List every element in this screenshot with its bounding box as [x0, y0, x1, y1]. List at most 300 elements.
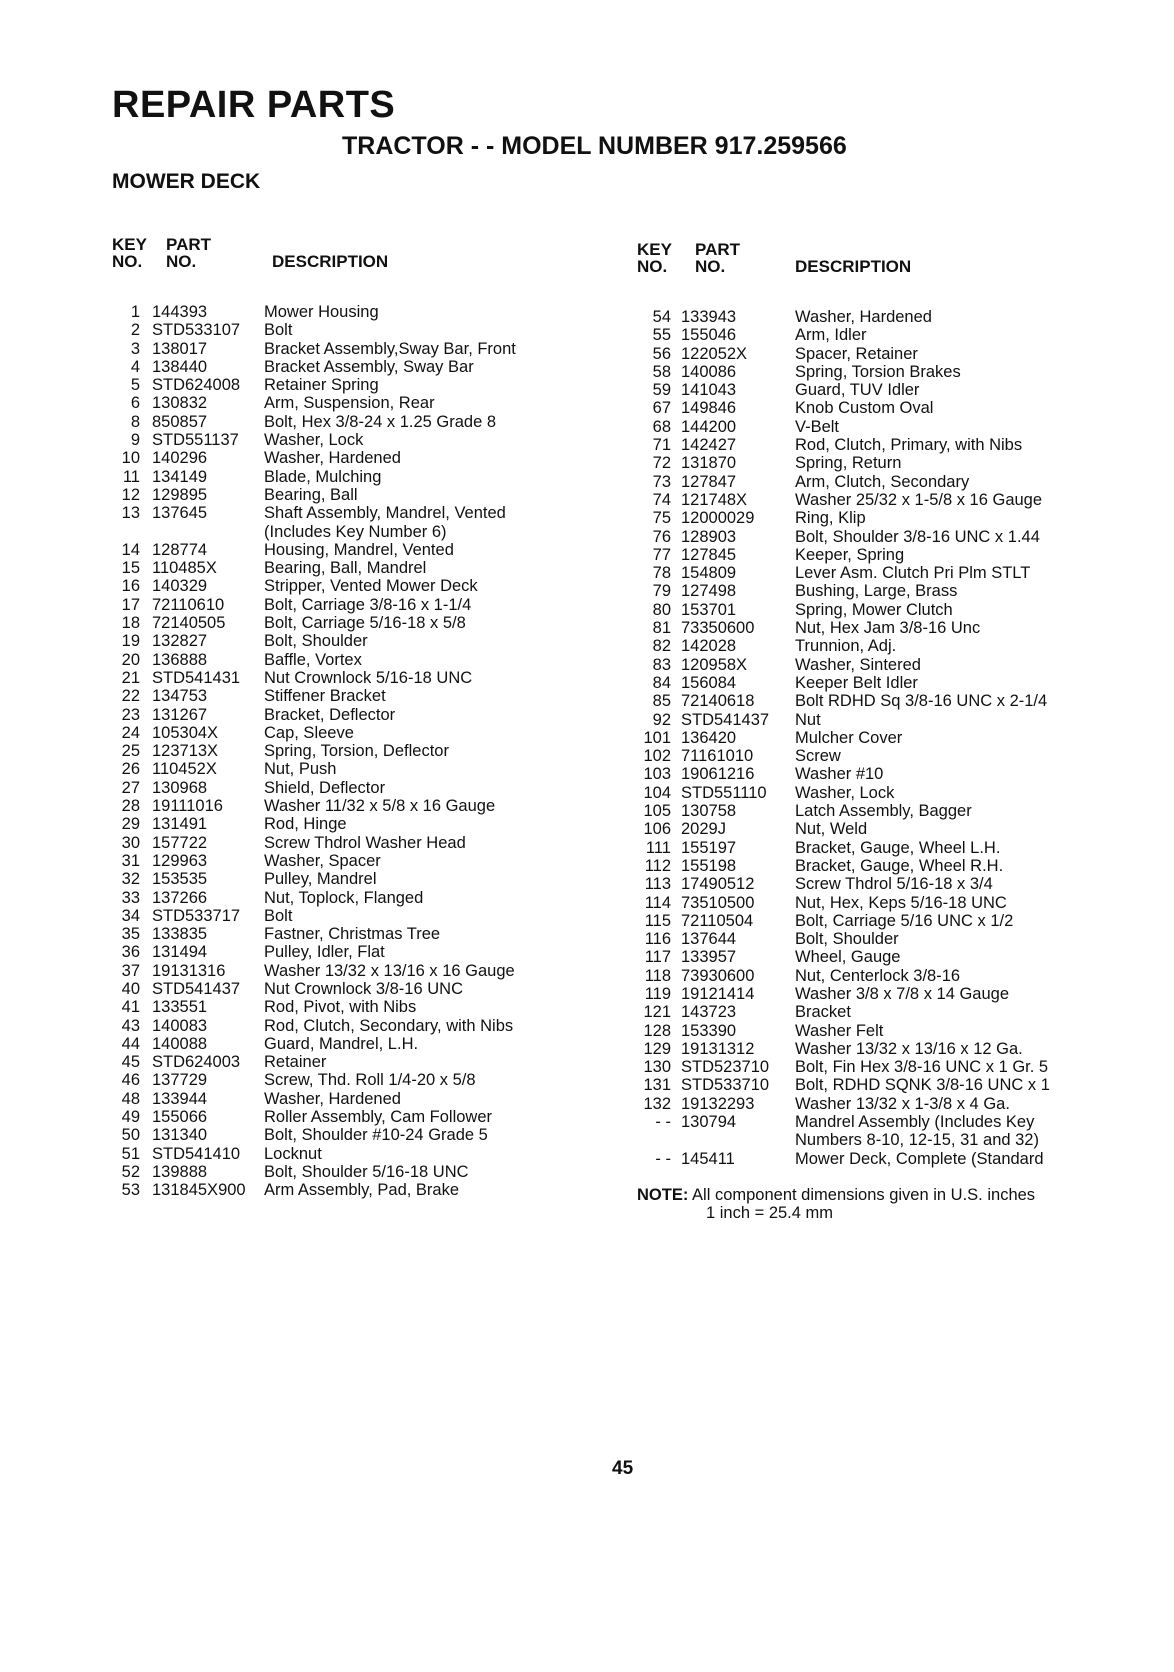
part-number: 142427 [681, 436, 737, 455]
part-number: STD533710 [681, 1076, 770, 1095]
part-description: (Includes Key Number 6) [264, 522, 447, 541]
key-number: 72 [652, 454, 671, 473]
table-row [110, 358, 580, 376]
part-description: Screw Thdrol 5/16-18 x 3/4 [795, 875, 993, 894]
parts-table-right [637, 241, 1117, 1222]
description-header: DESCRIPTION [795, 257, 912, 276]
table-row [110, 779, 580, 797]
key-number: 79 [652, 582, 671, 601]
key-number: 1 [130, 303, 140, 321]
part-number: 72140505 [152, 614, 226, 633]
part-number: STD551110 [681, 783, 767, 802]
table-row [637, 491, 1117, 509]
part-number: 134753 [152, 687, 208, 706]
key-number: 28 [121, 797, 140, 816]
key-number: 112 [644, 856, 671, 875]
part-number: 133957 [681, 948, 737, 967]
table-row [110, 1181, 580, 1199]
part-description: Washer, Hardened [264, 449, 401, 468]
key-number: 116 [644, 930, 671, 949]
table-row [637, 1058, 1117, 1076]
part-description: Washer #10 [795, 765, 884, 784]
part-description: Trunnion, Adj. [795, 637, 897, 656]
part-number: 137266 [152, 888, 208, 907]
model-number-heading: TRACTOR - - MODEL NUMBER 917.259566 [342, 132, 847, 160]
key-number: 20 [121, 650, 140, 669]
table-row [637, 912, 1117, 930]
key-number: 84 [652, 673, 671, 692]
part-description: Nut, Push [264, 760, 337, 779]
part-description: Shield, Deflector [264, 778, 386, 797]
key-number: 24 [121, 723, 140, 742]
table-row [637, 363, 1117, 381]
part-description: Numbers 8-10, 12-15, 31 and 32) [795, 1131, 1039, 1150]
key-number: 16 [121, 577, 140, 596]
part-description: Bracket, Deflector [264, 705, 396, 724]
part-number: 132827 [152, 632, 208, 651]
key-number: 11 [122, 467, 140, 486]
part-number: 129963 [152, 851, 208, 870]
key-number: 17 [121, 595, 140, 614]
table-row [110, 1145, 580, 1163]
part-description: Bolt RDHD Sq 3/8-16 UNC x 2-1/4 [795, 692, 1048, 711]
key-number: 103 [643, 765, 671, 784]
key-number: 76 [652, 527, 671, 546]
part-number: 130794 [681, 1113, 737, 1132]
section-heading: MOWER DECK [112, 170, 261, 193]
table-row [110, 632, 580, 650]
part-number: STD541431 [152, 668, 241, 687]
part-number: 19132293 [681, 1094, 755, 1113]
table-row [637, 674, 1117, 692]
part-description: Washer, Hardened [264, 1089, 401, 1108]
table-row [637, 399, 1117, 417]
part-description: Housing, Mandrel, Vented [264, 540, 454, 559]
table-row [110, 907, 580, 925]
table-row [637, 454, 1117, 472]
table-row [110, 303, 580, 321]
part-number: 110485X [152, 559, 217, 578]
part-number: 73930600 [681, 966, 755, 985]
part-description: Ring, Klip [795, 509, 866, 528]
table-row [110, 541, 580, 559]
part-number: 73510500 [681, 893, 755, 912]
key-number: 82 [652, 637, 671, 656]
key-number: 118 [644, 966, 671, 985]
key-number: 85 [652, 692, 671, 711]
part-description: Keeper, Spring [795, 545, 905, 564]
key-number: 130 [643, 1058, 671, 1077]
table-row [637, 784, 1117, 802]
table-row [110, 925, 580, 943]
part-number: 136888 [152, 650, 208, 669]
key-number: 92 [652, 710, 671, 729]
parts-table-left [110, 236, 580, 1200]
key-number: 115 [644, 911, 671, 930]
key-number: 74 [652, 490, 671, 509]
key-number: 45 [121, 1053, 140, 1072]
part-description: Screw, Thd. Roll 1/4-20 x 5/8 [264, 1071, 476, 1090]
table-row [637, 985, 1117, 1003]
key-number: 59 [652, 381, 671, 400]
part-number: 133551 [152, 998, 208, 1017]
part-description: Nut [795, 710, 821, 729]
part-description: Arm Assembly, Pad, Brake [264, 1181, 460, 1200]
part-number: STD523710 [681, 1058, 770, 1077]
key-number: 19 [121, 632, 140, 651]
part-header: PART [166, 235, 212, 254]
key-number: 44 [121, 1034, 140, 1053]
part-description: Retainer [264, 1053, 327, 1072]
part-number: 130758 [681, 802, 737, 821]
part-description: Screw Thdrol Washer Head [264, 833, 466, 852]
description-header: DESCRIPTION [272, 252, 389, 271]
key-number: 113 [644, 875, 671, 894]
part-no-header: NO. [695, 257, 726, 276]
part-number: 157722 [152, 833, 208, 852]
part-description: Bolt, Shoulder #10-24 Grade 5 [264, 1126, 488, 1145]
part-number: 131845X900 [152, 1181, 246, 1200]
table-row [637, 656, 1117, 674]
part-description: Lever Asm. Clutch Pri Plm STLT [795, 564, 1031, 583]
key-number: 56 [652, 344, 671, 363]
part-description: Bolt [264, 321, 293, 340]
key-number: 55 [652, 326, 671, 345]
page-number: 45 [612, 1458, 634, 1479]
key-number: 111 [645, 838, 671, 857]
key-number: 52 [121, 1162, 140, 1181]
part-number: 19121414 [681, 984, 755, 1003]
part-description: Bracket Assembly,Sway Bar, Front [264, 339, 516, 358]
part-number: 149846 [681, 399, 737, 418]
table-row [110, 413, 580, 431]
part-description: Washer, Lock [264, 431, 364, 450]
part-number: 110452X [152, 760, 217, 779]
table-row [110, 742, 580, 760]
part-description: Shaft Assembly, Mandrel, Vented [264, 504, 506, 523]
part-number: 131491 [152, 815, 208, 834]
part-number: 155198 [681, 856, 737, 875]
key-number: 31 [121, 851, 140, 870]
table-row [637, 839, 1117, 857]
part-description: Pulley, Idler, Flat [264, 943, 385, 962]
table-row [637, 1095, 1117, 1113]
part-number: 130832 [152, 394, 208, 413]
key-number: 33 [121, 888, 140, 907]
part-description: Bolt, Carriage 5/16 UNC x 1/2 [795, 911, 1014, 930]
part-description: Nut Crownlock 5/16-18 UNC [264, 668, 473, 687]
key-number: 68 [652, 417, 671, 436]
table-row [110, 1035, 580, 1053]
table-row [637, 802, 1117, 820]
part-number: 140088 [152, 1034, 208, 1053]
key-header: KEY [637, 240, 672, 259]
part-number: 137644 [681, 930, 737, 949]
key-number: - - [655, 1113, 671, 1132]
part-description: Washer Felt [795, 1021, 884, 1040]
part-number: 133944 [152, 1089, 208, 1108]
table-row [637, 418, 1117, 436]
table-row [110, 889, 580, 907]
part-number: 129895 [152, 485, 208, 504]
table-row [637, 509, 1117, 527]
table-row [637, 820, 1117, 838]
part-number: 72140618 [681, 692, 755, 711]
part-description: Bushing, Large, Brass [795, 582, 958, 601]
part-number: 133835 [152, 925, 208, 944]
table-row [637, 582, 1117, 600]
part-description: Stripper, Vented Mower Deck [264, 577, 478, 596]
part-description: Nut Crownlock 3/8-16 UNC [264, 979, 463, 998]
part-number: STD533107 [152, 321, 241, 340]
part-description: Washer, Lock [795, 783, 895, 802]
table-row [637, 1113, 1117, 1131]
key-number: 58 [652, 362, 671, 381]
part-description: Bolt, Carriage 5/16-18 x 5/8 [264, 614, 466, 633]
part-description: Bolt, Shoulder [264, 632, 368, 651]
part-number: 105304X [152, 723, 219, 742]
part-description: Rod, Hinge [264, 815, 347, 834]
part-description: Spring, Return [795, 454, 902, 473]
note-label: NOTE: [637, 1185, 689, 1204]
table-row [110, 1108, 580, 1126]
part-number: 140083 [152, 1016, 208, 1035]
part-number: 120958X [681, 655, 748, 674]
key-number: 104 [643, 783, 671, 802]
key-number: 34 [121, 906, 140, 925]
part-description: Spacer, Retainer [795, 344, 918, 363]
key-number: 54 [652, 308, 671, 326]
part-description: Washer 13/32 x 1-3/8 x 4 Ga. [795, 1094, 1010, 1113]
key-number: 83 [652, 655, 671, 674]
part-description: Washer 25/32 x 1-5/8 x 16 Gauge [795, 490, 1043, 509]
table-row [637, 637, 1117, 655]
part-description: Stiffener Bracket [264, 687, 386, 706]
part-number: 121748X [681, 490, 748, 509]
part-number: 153390 [681, 1021, 737, 1040]
key-number: 30 [121, 833, 140, 852]
table-row [637, 601, 1117, 619]
part-description: Arm, Idler [795, 326, 867, 345]
part-number: 73350600 [681, 619, 755, 638]
parts-list-left [110, 303, 580, 1200]
part-description: Washer 11/32 x 5/8 x 16 Gauge [264, 797, 496, 816]
part-description: Retainer Spring [264, 376, 379, 395]
key-number: 41 [121, 998, 140, 1017]
part-number: 12000029 [681, 509, 755, 528]
table-row [110, 1090, 580, 1108]
part-number: 137729 [152, 1071, 208, 1090]
table-row [110, 1053, 580, 1071]
part-number: 72110504 [681, 911, 754, 930]
part-number [671, 1131, 795, 1149]
part-description: Mower Housing [264, 303, 379, 321]
key-number: 26 [121, 760, 140, 779]
part-description: Rod, Pivot, with Nibs [264, 998, 417, 1017]
part-number [140, 523, 264, 541]
page-title: REPAIR PARTS [112, 84, 396, 126]
key-number: 49 [121, 1108, 140, 1127]
part-description: Arm, Clutch, Secondary [795, 472, 970, 491]
key-number: 128 [643, 1021, 671, 1040]
part-description: V-Belt [795, 417, 840, 436]
part-description: Bolt, RDHD SQNK 3/8-16 UNC x 1 [795, 1076, 1050, 1095]
table-row [637, 692, 1117, 710]
key-no-header: NO. [637, 257, 668, 276]
table-row [637, 857, 1117, 875]
table-row [110, 1126, 580, 1144]
part-number: STD533717 [152, 906, 241, 925]
table-row [637, 436, 1117, 454]
part-description: Knob Custom Oval [795, 399, 934, 418]
part-description: Roller Assembly, Cam Follower [264, 1108, 493, 1127]
part-number: 144393 [152, 303, 208, 321]
key-number: 23 [121, 705, 140, 724]
table-row [637, 765, 1117, 783]
key-header: KEY [112, 235, 147, 254]
table-row [637, 528, 1117, 546]
part-description: Cap, Sleeve [264, 723, 354, 742]
part-description: Bracket [795, 1003, 851, 1022]
part-description: Spring, Torsion, Deflector [264, 742, 449, 761]
table-row [110, 980, 580, 998]
part-description: Bolt, Shoulder 5/16-18 UNC [264, 1162, 469, 1181]
part-description: Rod, Clutch, Secondary, with Nibs [264, 1016, 514, 1035]
part-description: Bracket, Gauge, Wheel R.H. [795, 856, 1004, 875]
part-number: 123713X [152, 742, 219, 761]
part-description: Nut, Hex, Keps 5/16-18 UNC [795, 893, 1007, 912]
key-number: 10 [121, 449, 140, 468]
part-number: 134149 [152, 467, 208, 486]
part-number: 156084 [681, 673, 737, 692]
part-number: 131870 [681, 454, 737, 473]
key-number: 102 [643, 747, 671, 766]
part-description: Fastner, Christmas Tree [264, 925, 441, 944]
part-description: Guard, Mandrel, L.H. [264, 1034, 419, 1053]
table-row [637, 875, 1117, 893]
part-number: 153701 [681, 600, 737, 619]
part-description: Washer 13/32 x 13/16 x 12 Ga. [795, 1039, 1023, 1058]
part-number: 155066 [152, 1108, 208, 1127]
table-row [110, 815, 580, 833]
key-number: 71 [652, 436, 671, 455]
key-number: - - [655, 1149, 671, 1168]
table-row [110, 998, 580, 1016]
table-row [110, 943, 580, 961]
part-number: STD624003 [152, 1053, 241, 1072]
part-number: 17490512 [681, 875, 755, 894]
part-number: 155197 [681, 838, 737, 857]
table-row [110, 724, 580, 742]
table-row [637, 894, 1117, 912]
part-number: 141043 [681, 381, 737, 400]
key-number: 119 [644, 984, 671, 1003]
key-number: 51 [121, 1144, 140, 1163]
part-number: 131267 [152, 705, 208, 724]
part-number: STD541437 [152, 979, 241, 998]
table-row [637, 308, 1117, 326]
key-number [110, 523, 140, 541]
table-row [637, 381, 1117, 399]
key-number: 114 [644, 893, 671, 912]
table-row [637, 1040, 1117, 1058]
table-row [110, 651, 580, 669]
part-number: 19131312 [681, 1039, 755, 1058]
part-description: Blade, Mulching [264, 467, 382, 486]
key-number: 53 [121, 1181, 140, 1200]
part-number: STD551137 [152, 431, 239, 450]
key-number [637, 1131, 671, 1149]
table-row [110, 449, 580, 467]
key-number: 27 [121, 778, 140, 797]
table-row [637, 473, 1117, 491]
part-number: 130968 [152, 778, 208, 797]
key-number: 121 [643, 1003, 671, 1022]
table-row [110, 559, 580, 577]
key-number: 81 [652, 619, 671, 638]
part-number: 133943 [681, 308, 737, 326]
key-number: 75 [652, 509, 671, 528]
part-number: 155046 [681, 326, 737, 345]
part-number: 128903 [681, 527, 737, 546]
table-row [637, 619, 1117, 637]
part-description: Washer 3/8 x 7/8 x 14 Gauge [795, 984, 1010, 1003]
part-number: 140329 [152, 577, 208, 596]
key-number: 14 [121, 540, 140, 559]
key-number: 35 [121, 925, 140, 944]
key-number: 15 [121, 559, 140, 578]
part-description: Rod, Clutch, Primary, with Nibs [795, 436, 1023, 455]
part-number: 143723 [681, 1003, 737, 1022]
part-description: Nut, Hex Jam 3/8-16 Unc [795, 619, 981, 638]
part-number: 128774 [152, 540, 208, 559]
part-description: Wheel, Gauge [795, 948, 901, 967]
table-row [637, 729, 1117, 747]
key-number: 67 [652, 399, 671, 418]
key-number: 101 [643, 728, 671, 747]
key-number: 73 [652, 472, 671, 491]
part-description: Nut, Weld [795, 820, 868, 839]
key-number: 132 [643, 1094, 671, 1113]
key-number: 8 [130, 412, 140, 431]
table-row [110, 523, 580, 541]
part-number: 72110610 [152, 595, 225, 614]
table-row [637, 1003, 1117, 1021]
part-description: Bolt, Fin Hex 3/8-16 UNC x 1 Gr. 5 [795, 1058, 1049, 1077]
part-description: Bracket, Gauge, Wheel L.H. [795, 838, 1001, 857]
table-row [110, 706, 580, 724]
table-row [110, 760, 580, 778]
key-number: 36 [121, 943, 140, 962]
part-header: PART [695, 240, 741, 259]
key-number: 105 [643, 802, 671, 821]
part-description: Locknut [264, 1144, 322, 1163]
part-number: 140296 [152, 449, 208, 468]
key-number: 32 [121, 870, 140, 889]
table-row [110, 1071, 580, 1089]
part-number: 127845 [681, 545, 737, 564]
table-row [637, 546, 1117, 564]
table-row [637, 1022, 1117, 1040]
part-number: 136420 [681, 728, 737, 747]
key-no-header: NO. [112, 252, 143, 271]
table-row [110, 504, 580, 522]
part-description: Bolt, Shoulder [795, 930, 899, 949]
table-row [110, 1163, 580, 1181]
table-row [637, 948, 1117, 966]
part-number: STD541437 [681, 710, 770, 729]
key-number: 117 [644, 948, 671, 967]
